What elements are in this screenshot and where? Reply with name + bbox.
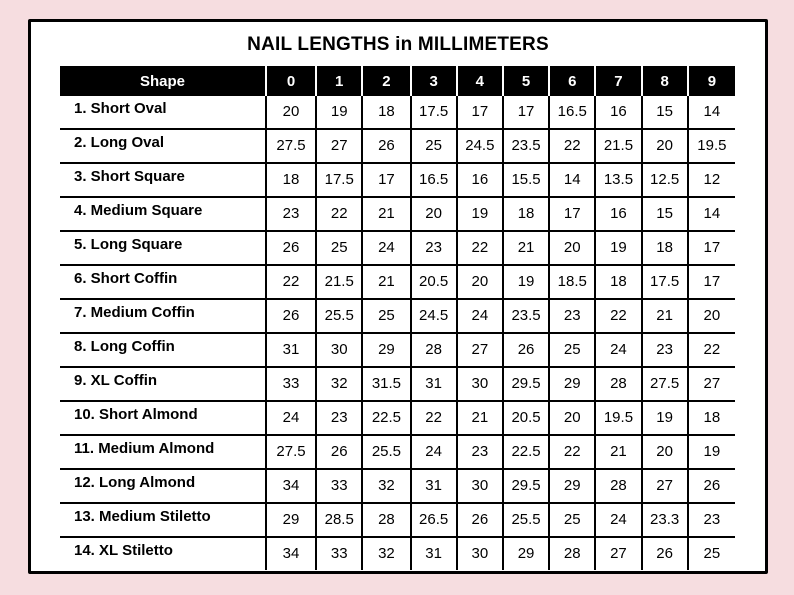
length-value-cell: 17 [457,96,503,129]
length-value-cell: 23.5 [503,299,549,333]
length-value-cell: 20.5 [503,401,549,435]
length-value-cell: 30 [457,469,503,503]
length-value-cell: 17.5 [642,265,688,299]
length-value-cell: 24 [595,503,641,537]
length-value-cell: 22 [688,333,735,367]
length-value-cell: 23 [642,333,688,367]
table-row [60,299,735,333]
shape-column-header: Shape [60,66,266,96]
length-value-cell: 28 [549,537,595,570]
length-value-cell: 21.5 [316,265,362,299]
length-value-cell: 27 [642,469,688,503]
shape-name-cell: 3. Short Square [60,163,266,197]
table-header-row [60,66,735,96]
length-value-cell: 19.5 [595,401,641,435]
length-value-cell: 22 [549,129,595,163]
length-value-cell: 26 [266,231,316,265]
shape-name-cell: 6. Short Coffin [60,265,266,299]
table-row [60,96,735,129]
length-value-cell: 17.5 [316,163,362,197]
length-value-cell: 27.5 [266,435,316,469]
length-value-cell: 22 [595,299,641,333]
length-value-cell: 18.5 [549,265,595,299]
length-value-cell: 19 [503,265,549,299]
length-value-cell: 30 [457,537,503,570]
length-value-cell: 33 [266,367,316,401]
table-row [60,129,735,163]
length-value-cell: 29 [549,469,595,503]
length-value-cell: 19 [688,435,735,469]
length-value-cell: 27 [457,333,503,367]
length-value-cell: 19.5 [688,129,735,163]
size-column-header-7: 7 [595,66,641,96]
shape-name-cell: 2. Long Oval [60,129,266,163]
size-column-header-1: 1 [316,66,362,96]
length-value-cell: 29.5 [503,367,549,401]
length-value-cell: 20 [457,265,503,299]
length-value-cell: 28 [411,333,457,367]
length-value-cell: 21.5 [595,129,641,163]
length-value-cell: 23 [549,299,595,333]
shape-name-cell: 7. Medium Coffin [60,299,266,333]
length-value-cell: 29 [266,503,316,537]
length-value-cell: 24 [457,299,503,333]
length-value-cell: 26 [503,333,549,367]
length-value-cell: 33 [316,537,362,570]
length-value-cell: 16 [595,197,641,231]
length-value-cell: 20 [549,401,595,435]
size-column-header-5: 5 [503,66,549,96]
length-value-cell: 20 [549,231,595,265]
length-value-cell: 26 [457,503,503,537]
length-value-cell: 20.5 [411,265,457,299]
size-column-header-9: 9 [688,66,735,96]
length-value-cell: 24 [411,435,457,469]
table-row [60,435,735,469]
table-row [60,367,735,401]
length-value-cell: 31 [411,469,457,503]
length-value-cell: 26 [362,129,410,163]
length-value-cell: 17.5 [411,96,457,129]
table-row [60,231,735,265]
length-value-cell: 24.5 [457,129,503,163]
length-value-cell: 27.5 [266,129,316,163]
length-value-cell: 31.5 [362,367,410,401]
length-value-cell: 29 [549,367,595,401]
table-row [60,537,735,570]
length-value-cell: 23 [457,435,503,469]
length-value-cell: 25 [688,537,735,570]
length-value-cell: 14 [688,197,735,231]
length-value-cell: 24 [266,401,316,435]
table-row [60,333,735,367]
length-value-cell: 26 [642,537,688,570]
shape-name-cell: 1. Short Oval [60,96,266,129]
length-value-cell: 23 [316,401,362,435]
length-value-cell: 14 [688,96,735,129]
length-value-cell: 30 [316,333,362,367]
length-value-cell: 26 [688,469,735,503]
table-row [60,197,735,231]
shape-name-cell: 5. Long Square [60,231,266,265]
length-value-cell: 25.5 [362,435,410,469]
size-chart-card [28,19,768,574]
length-value-cell: 20 [411,197,457,231]
length-value-cell: 15 [642,96,688,129]
length-value-cell: 21 [362,197,410,231]
length-value-cell: 26 [266,299,316,333]
length-value-cell: 31 [411,367,457,401]
size-column-header-4: 4 [457,66,503,96]
length-value-cell: 25.5 [316,299,362,333]
length-value-cell: 17 [688,265,735,299]
length-value-cell: 28 [595,469,641,503]
length-value-cell: 22 [411,401,457,435]
length-value-cell: 25 [549,333,595,367]
length-value-cell: 24.5 [411,299,457,333]
shape-name-cell: 11. Medium Almond [60,435,266,469]
nail-length-table [60,66,735,570]
length-value-cell: 16.5 [549,96,595,129]
table-row [60,469,735,503]
length-value-cell: 15.5 [503,163,549,197]
length-value-cell: 23 [266,197,316,231]
table-row [60,265,735,299]
length-value-cell: 20 [642,435,688,469]
table-row [60,503,735,537]
table-row [60,401,735,435]
length-value-cell: 34 [266,537,316,570]
table-body [60,96,735,570]
length-value-cell: 19 [595,231,641,265]
length-value-cell: 23 [688,503,735,537]
length-value-cell: 33 [316,469,362,503]
length-value-cell: 19 [642,401,688,435]
length-value-cell: 18 [266,163,316,197]
length-value-cell: 25 [549,503,595,537]
length-value-cell: 21 [595,435,641,469]
length-value-cell: 23.5 [503,129,549,163]
length-value-cell: 22.5 [362,401,410,435]
shape-name-cell: 9. XL Coffin [60,367,266,401]
length-value-cell: 24 [362,231,410,265]
length-value-cell: 29 [503,537,549,570]
length-value-cell: 17 [362,163,410,197]
length-value-cell: 16.5 [411,163,457,197]
shape-name-cell: 14. XL Stiletto [74,542,173,559]
length-value-cell: 26.5 [411,503,457,537]
length-value-cell: 23 [411,231,457,265]
length-value-cell: 28.5 [316,503,362,537]
length-value-cell: 30 [457,367,503,401]
length-value-cell: 32 [316,367,362,401]
length-value-cell: 21 [457,401,503,435]
length-value-cell: 21 [362,265,410,299]
length-value-cell: 25 [316,231,362,265]
length-value-cell: 19 [457,197,503,231]
length-value-cell: 22 [266,265,316,299]
length-value-cell: 16 [457,163,503,197]
length-value-cell: 28 [362,503,410,537]
length-value-cell: 25 [411,129,457,163]
shape-name-cell: 8. Long Coffin [60,333,266,367]
size-column-header-0: 0 [266,66,316,96]
shape-name-cell: 12. Long Almond [60,469,266,503]
length-value-cell: 12.5 [642,163,688,197]
length-value-cell: 20 [642,129,688,163]
shape-name-cell: 10. Short Almond [60,401,266,435]
length-value-cell: 21 [503,231,549,265]
length-value-cell: 31 [411,537,457,570]
shape-name-cell: 4. Medium Square [60,197,266,231]
length-value-cell: 19 [316,96,362,129]
length-value-cell: 18 [503,197,549,231]
length-value-cell: 20 [266,96,316,129]
length-value-cell: 20 [688,299,735,333]
length-value-cell: 27 [688,367,735,401]
length-value-cell: 22 [549,435,595,469]
table-row [60,163,735,197]
length-value-cell: 18 [688,401,735,435]
length-value-cell: 18 [642,231,688,265]
length-value-cell: 23.3 [642,503,688,537]
length-value-cell: 22 [457,231,503,265]
length-value-cell: 25 [362,299,410,333]
shape-name-cell: 13. Medium Stiletto [60,503,266,537]
length-value-cell: 14 [549,163,595,197]
length-value-cell: 29.5 [503,469,549,503]
length-value-cell: 25.5 [503,503,549,537]
length-value-cell: 27 [595,537,641,570]
length-value-cell: 18 [362,96,410,129]
length-value-cell: 17 [503,96,549,129]
length-value-cell: 24 [595,333,641,367]
size-column-header-3: 3 [411,66,457,96]
length-value-cell: 27 [316,129,362,163]
length-value-cell: 32 [362,469,410,503]
length-value-cell: 22.5 [503,435,549,469]
length-value-cell: 18 [595,265,641,299]
length-value-cell: 15 [642,197,688,231]
length-value-cell: 28 [595,367,641,401]
size-column-header-8: 8 [642,66,688,96]
size-column-header-6: 6 [549,66,595,96]
length-value-cell: 34 [266,469,316,503]
size-column-header-2: 2 [362,66,410,96]
length-value-cell: 16 [595,96,641,129]
length-value-cell: 32 [362,537,410,570]
length-value-cell: 29 [362,333,410,367]
length-value-cell: 21 [642,299,688,333]
length-value-cell: 22 [316,197,362,231]
length-value-cell: 27.5 [642,367,688,401]
length-value-cell: 13.5 [595,163,641,197]
length-value-cell: 31 [266,333,316,367]
length-value-cell: 17 [688,231,735,265]
chart-title: NAIL LENGTHS in MILLIMETERS [247,34,549,55]
length-value-cell: 26 [316,435,362,469]
length-value-cell: 12 [688,163,735,197]
length-value-cell: 17 [549,197,595,231]
